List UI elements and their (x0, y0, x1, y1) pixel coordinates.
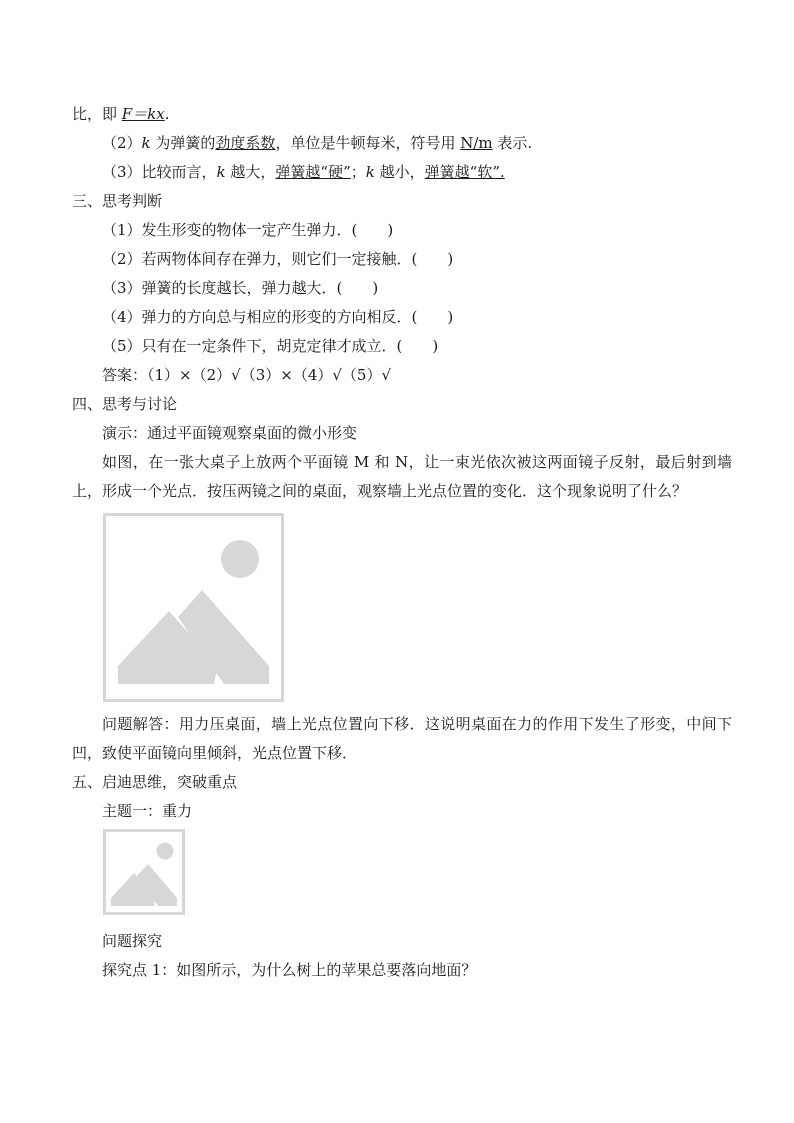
demo-title: 演示：通过平面镜观察桌面的微小形变 (102, 424, 358, 442)
text: 越小， (374, 163, 425, 181)
term-soft: 弹簧越“软”. (424, 163, 505, 181)
item-number: （2） (102, 134, 142, 152)
question-3: （3）弹簧的长度越长，弹力越大．( ) (102, 279, 379, 297)
formula-line (72, 100, 732, 129)
answer-paragraph: 问题解答：用力压桌面，墙上光点位置向下移．这说明桌面在力的作用下发生了形变，中间下凹，致使平面镜向里倾斜，光点位置下移． (72, 715, 732, 762)
var-k: k (141, 134, 151, 152)
text: 表示. (492, 134, 533, 152)
text: 为弹簧的 (150, 134, 216, 152)
var-k: k (365, 163, 375, 181)
stiffness-line (72, 129, 732, 158)
text: ，单位是牛顿每米，符号用 (275, 134, 461, 152)
demo-paragraph: 如图，在一张大桌子上放两个平面镜 M 和 N，让一束光依次被这两面镜子反射，最后射到墙上，形成一个光点．按压两镜之间的桌面，观察墙上光点位置的变化．这个现象说明了什么？ (72, 453, 732, 500)
text: （3）比较而言， (102, 163, 217, 181)
question-1: （1）发生形变的物体一定产生弹力．( ) (102, 221, 394, 239)
explore-heading: 问题探究 (102, 932, 163, 950)
text: 越大， (225, 163, 276, 181)
image-placeholder-icon (106, 516, 281, 699)
section-heading-4: 四、思考与讨论 (72, 395, 178, 413)
term-stiffness: 劲度系数 (215, 134, 276, 152)
topic-title: 主题一：重力 (102, 802, 193, 820)
var-k: k (216, 163, 226, 181)
image-placeholder-icon (106, 832, 182, 912)
answer-line: 答案：（1）×（2）√（3）×（4）√（5）√ (102, 366, 392, 384)
question-5: （5）只有在一定条件下，胡克定律才成立．( ) (102, 337, 439, 355)
term-hard: 弹簧越“硬” (275, 163, 351, 181)
text: 比，即 (72, 105, 122, 123)
image-placeholder-large (103, 513, 284, 702)
explore-point-1: 探究点 1：如图所示，为什么树上的苹果总要落向地面？ (102, 961, 477, 979)
image-placeholder-small (103, 829, 185, 915)
question-2: （2）若两物体间存在弹力，则它们一定接触．( ) (102, 250, 454, 268)
section-heading-5: 五、启迪思维，突破重点 (72, 773, 238, 791)
document-page (72, 100, 732, 985)
section-heading-3: 三、思考判断 (72, 192, 163, 210)
unit-symbol: N/m (460, 134, 493, 152)
question-4: （4）弹力的方向总与相应的形变的方向相反．( ) (102, 308, 454, 326)
hooke-formula: F＝kx (121, 105, 165, 123)
compare-line (72, 158, 732, 187)
text: ； (350, 163, 366, 181)
text: . (164, 105, 170, 123)
